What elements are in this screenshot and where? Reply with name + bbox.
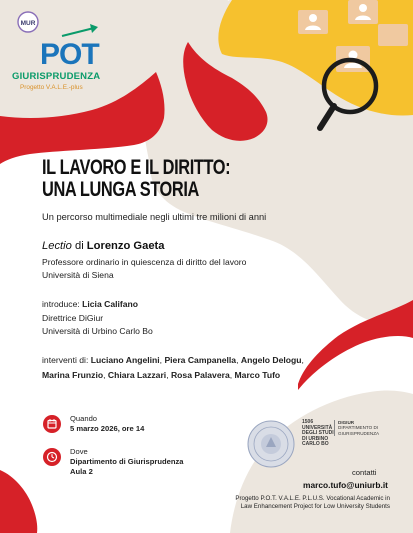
department-line: DIPARTIMENTO DI: [338, 425, 379, 431]
speakers-label: interventi di:: [42, 355, 91, 365]
university-name-line: DEGLI STUDI: [302, 430, 334, 437]
lectio-prefix: Lectio: [42, 240, 72, 252]
where-value-line-1: Dipartimento di Giurisprudenza: [70, 457, 184, 466]
where-value-line-2: Aula 2: [70, 467, 93, 476]
when-label: Quando: [70, 414, 98, 423]
introduction-role: Direttrice DiGiur: [42, 312, 104, 323]
speaker-name: Luciano Angelini: [90, 355, 160, 365]
lectio-joiner: di: [71, 240, 87, 252]
lecturer-university: Università di Siena: [42, 270, 114, 280]
introduction-university: Università di Urbino Carlo Bo: [42, 326, 153, 336]
event-title-line-2: UNA LUNGA STORIA: [42, 178, 199, 201]
event-title: [42, 157, 230, 201]
speakers-block: interventi di: Luciano Angelini, Piera Campanella, Angelo Delogu, Marina Frunzio, Chiara Lazzari, Rosa Palavera, Marco Tufo: [42, 355, 304, 380]
department-line: GIURISPRUDENZA: [338, 430, 380, 436]
pot-logo-mark: [10, 8, 130, 70]
university-year: 1506: [302, 419, 314, 425]
contacts-label: contatti: [352, 468, 377, 477]
speaker-name: Marina Frunzio: [42, 369, 104, 380]
calendar-icon: [43, 415, 61, 433]
introduction-block: [42, 298, 153, 339]
speaker-name: Rosa Palavera: [170, 369, 230, 380]
project-description: Progetto P.O.T. V.A.L.E. P.L.U.S. Vocational Academic in Law Enhancement Project for Low University Students: [235, 495, 390, 510]
university-name: [302, 420, 334, 448]
lecturer-name: Lorenzo Gaeta: [86, 240, 165, 252]
lecturer-role: Professore ordinario in quiescenza di diritto del lavoro: [42, 257, 247, 267]
introduction-label: introduce:: [42, 299, 83, 309]
event-subtitle: Un percorso multimediale negli ultimi tre milioni di anni: [42, 212, 267, 222]
project-name: Progetto V.A.L.E.-plus: [20, 84, 83, 91]
speaker-name: Chiara Lazzari: [107, 369, 167, 380]
department-logo-text: [334, 420, 379, 436]
introduction-name: Licia Califano: [82, 299, 139, 309]
university-name-line: CARLO BO: [302, 441, 329, 448]
location-icon: [43, 448, 61, 466]
when-value: 5 marzo 2026, ore 14: [70, 424, 145, 433]
speaker-name: Marco Tufo: [234, 369, 281, 380]
university-seal-icon: [246, 419, 296, 469]
event-title-line-1: IL LAVORO E IL DIRITTO:: [42, 156, 231, 179]
department-acronym: DIGIUR: [338, 420, 355, 425]
svg-text:MUR: MUR: [20, 20, 36, 27]
university-name-line: UNIVERSITÀ: [302, 424, 333, 431]
svg-text:POT: POT: [40, 38, 99, 70]
department-name: GIURISPRUDENZA: [12, 71, 101, 82]
speaker-name: Angelo Delogu: [240, 355, 302, 365]
lectio-heading: [42, 240, 165, 252]
speaker-name: Piera Campanella: [164, 355, 237, 365]
university-name-line: DI URBINO: [302, 435, 329, 442]
contact-email: marco.tufo@uniurb.it: [303, 480, 388, 490]
where-label: Dove: [70, 447, 88, 456]
